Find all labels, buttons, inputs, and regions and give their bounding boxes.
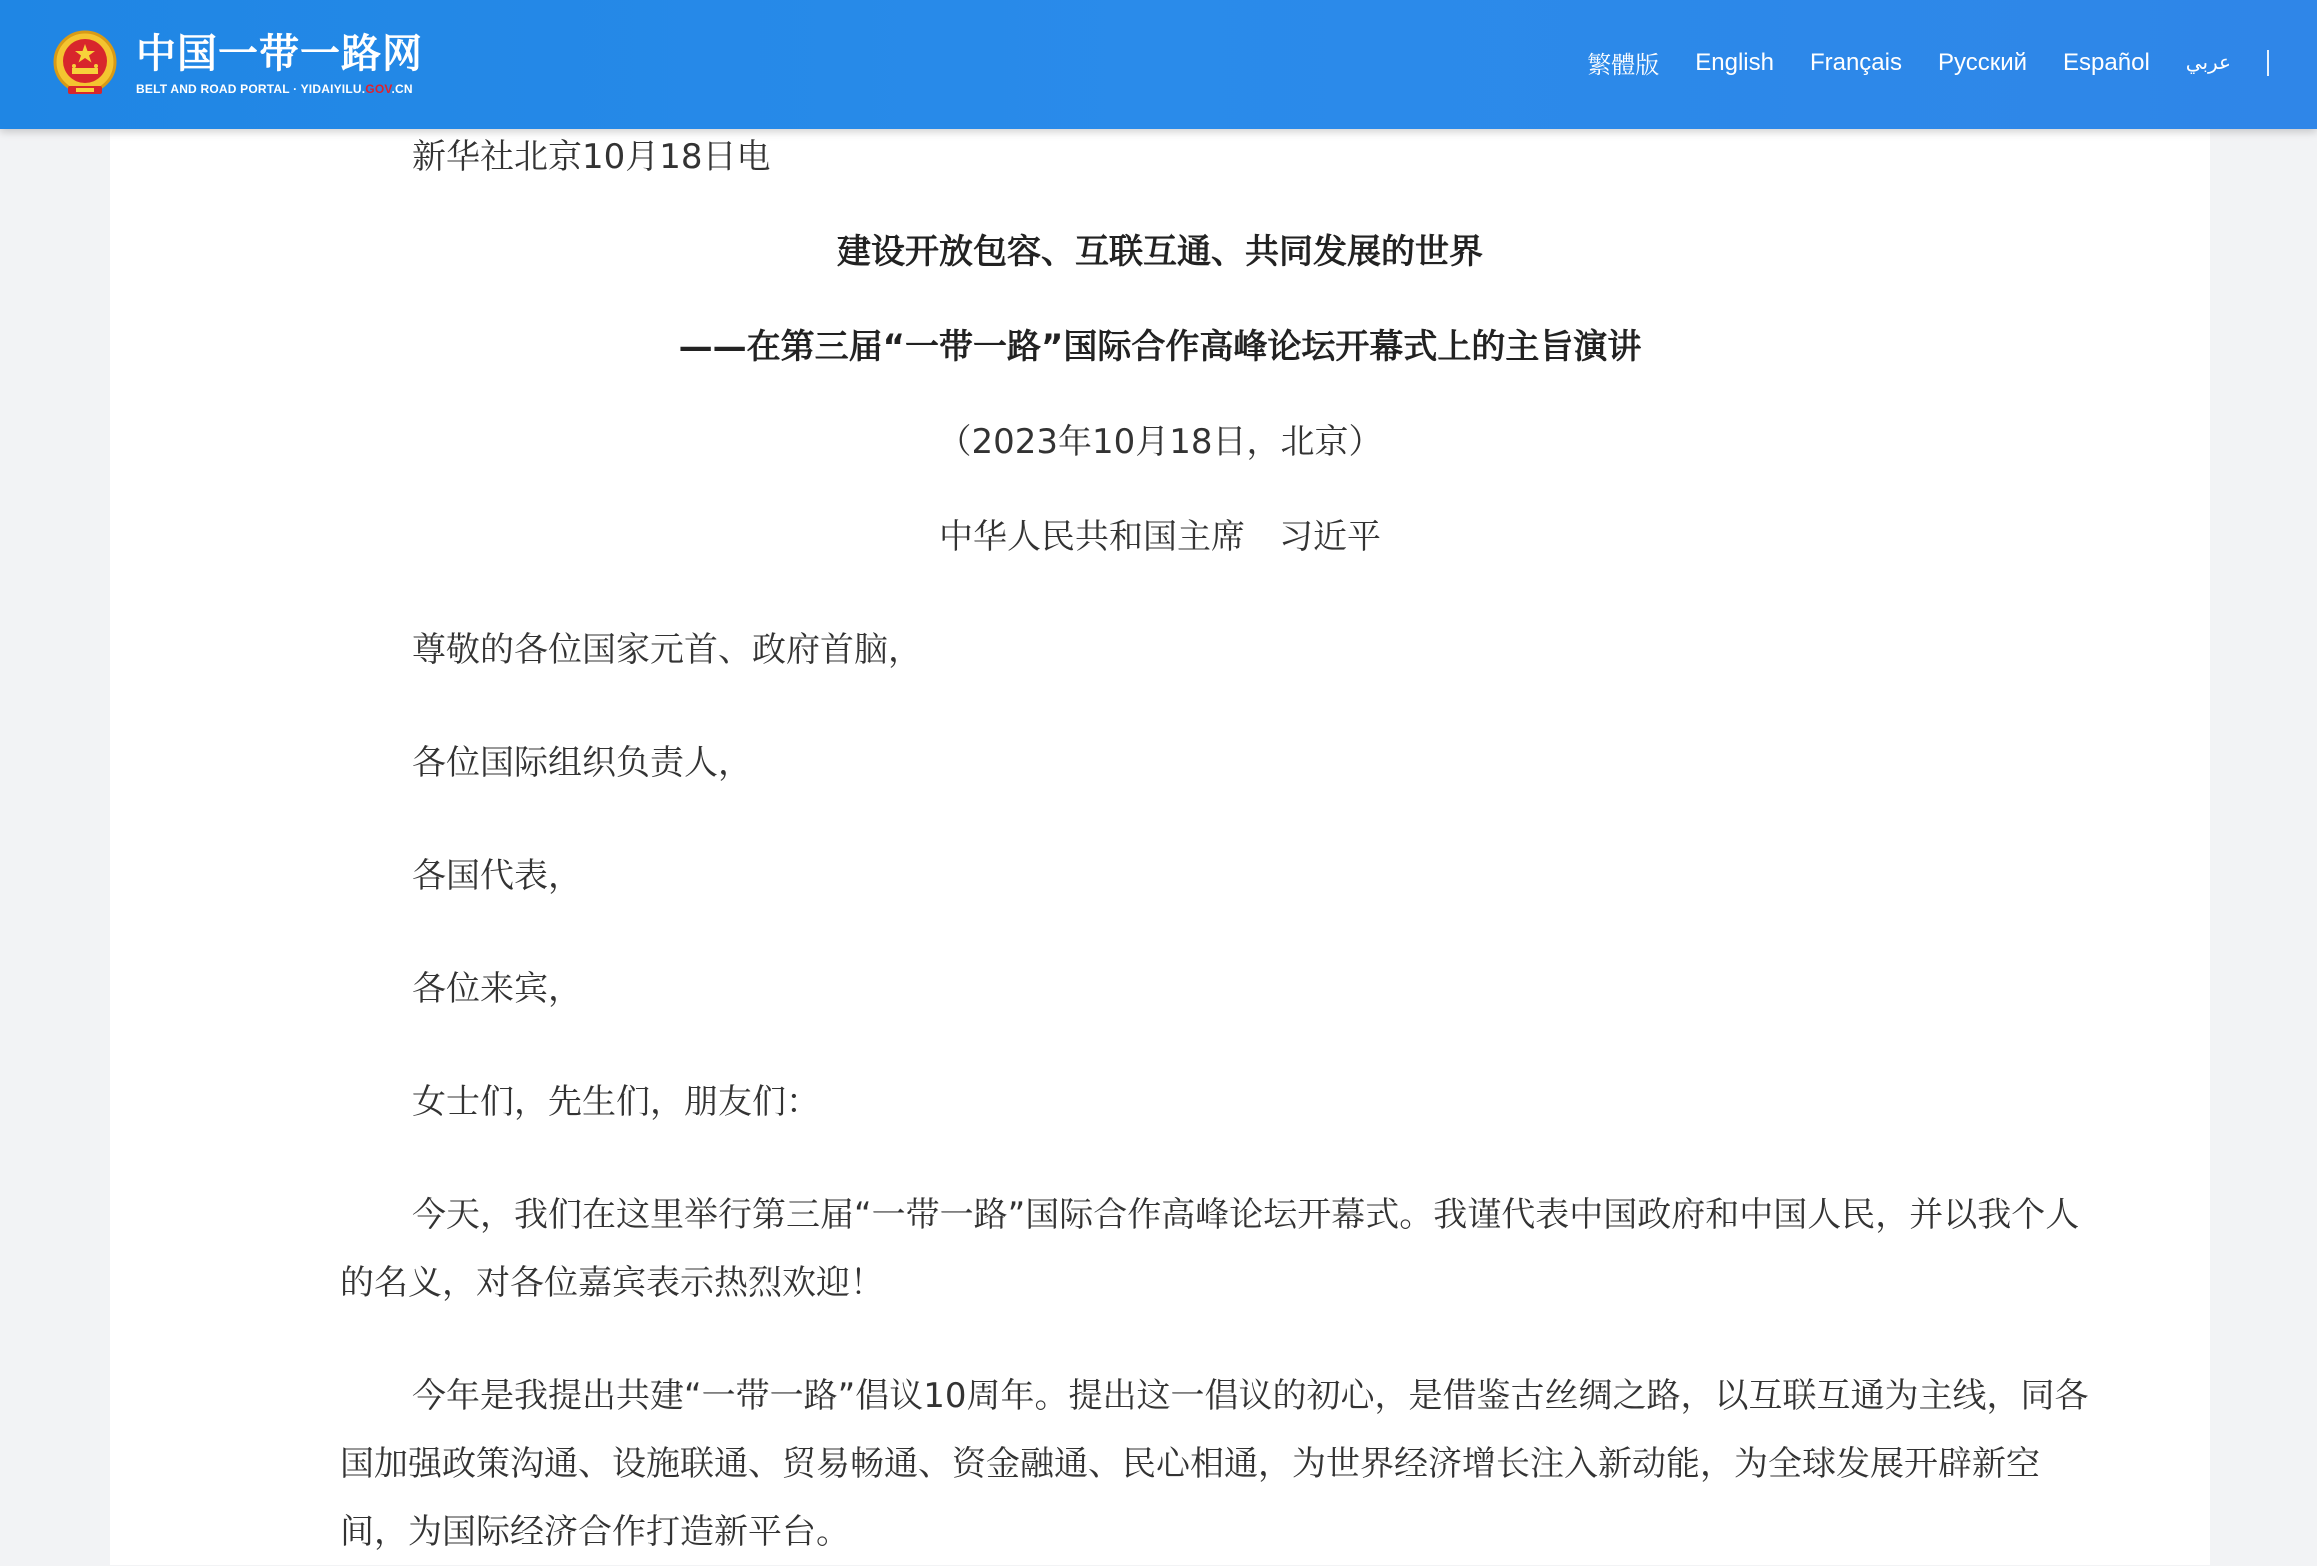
language-switcher: [1551, 0, 2269, 125]
lang-link-spanish[interactable]: Español: [2063, 48, 2150, 76]
greeting-line: 各位来宾，: [412, 969, 582, 1009]
article-date-place: （2023年10月18日，北京）: [937, 422, 1383, 462]
greeting-line: 各国代表，: [412, 856, 582, 896]
lang-link-traditional-chinese[interactable]: 繁體版: [1587, 51, 1660, 79]
lang-link-english[interactable]: English: [1695, 48, 1774, 76]
article-title: 建设开放包容、互联互通、共同发展的世界: [837, 232, 1483, 272]
national-emblem-icon: [50, 28, 120, 100]
site-header: [0, 0, 2317, 129]
article-page: [110, 0, 2210, 1565]
logo-english-name: BELT AND ROAD PORTAL · YIDAIYILU.GOV.CN: [136, 82, 413, 96]
lang-link-arabic[interactable]: عربي: [2185, 52, 2231, 74]
site-logo[interactable]: [50, 24, 423, 104]
lang-link-russian[interactable]: Русский: [1937, 48, 2028, 76]
paragraph-line: 的名义，对各位嘉宾表示热烈欢迎！: [340, 1263, 884, 1303]
paragraph-line: 今天，我们在这里举行第三届“一带一路”国际合作高峰论坛开幕式。我谨代表中国政府和中国人民，并以我个人: [412, 1195, 2080, 1235]
logo-chinese-name: 中国一带一路网: [136, 30, 423, 77]
greeting-line: 女士们，先生们，朋友们：: [412, 1082, 820, 1122]
header-divider: [2267, 50, 2269, 76]
paragraph-line: 间，为国际经济合作打造新平台。: [340, 1512, 850, 1552]
paragraph-line: 国加强政策沟通、设施联通、贸易畅通、资金融通、民心相通，为世界经济增长注入新动能，为全球发展开辟新空: [340, 1444, 2040, 1484]
paragraph-line: 今年是我提出共建“一带一路”倡议10周年。提出这一倡议的初心，是借鉴古丝绸之路，以互联互通为主线，同各: [412, 1376, 2089, 1416]
article-subtitle: ——在第三届“一带一路”国际合作高峰论坛开幕式上的主旨演讲: [678, 327, 1642, 367]
article-speaker: 中华人民共和国主席 习近平: [939, 517, 1381, 557]
article-dateline: 新华社北京10月18日电: [412, 137, 771, 177]
lang-link-french[interactable]: Français: [1809, 48, 1902, 76]
greeting-line: 各位国际组织负责人，: [412, 743, 752, 783]
greeting-line: 尊敬的各位国家元首、政府首脑，: [412, 630, 922, 670]
